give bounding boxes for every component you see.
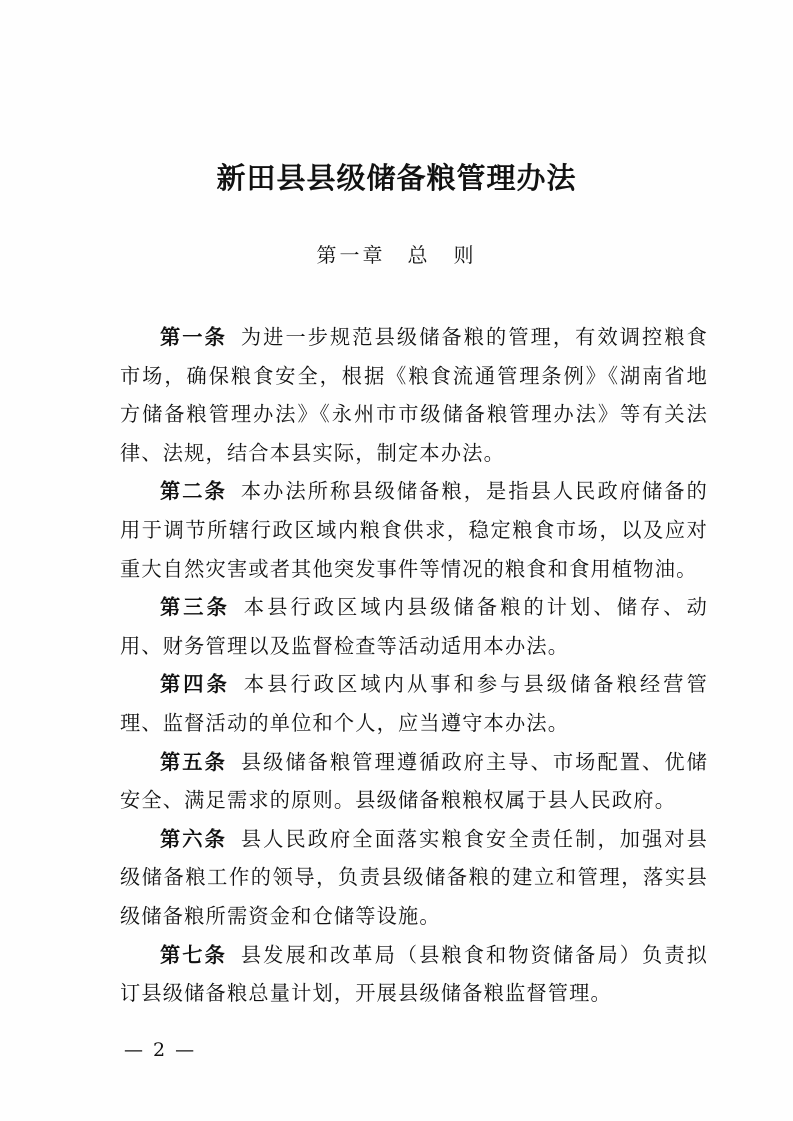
article-label: 第六条 — [160, 826, 227, 851]
article-5 — [120, 743, 708, 820]
chapter-name: 总 则 — [407, 243, 477, 267]
article-text: 县人民政府全面落实粮食安全责任制，加强对县级储备粮工作的领导，负责县级储备粮的建立和管理，落实县级储备粮所需资金和仓储等设施。 — [120, 826, 709, 928]
article-3 — [120, 588, 708, 665]
article-text: 本县行政区域内县级储备粮的计划、储存、动用、财务管理以及监督检查等活动适用本办法。 — [120, 595, 708, 658]
article-text: 本县行政区域内从事和参与县级储备粮经营管理、监督活动的单位和个人，应当遵守本办法。 — [120, 672, 708, 735]
article-list — [120, 318, 708, 1013]
chapter-heading — [0, 240, 793, 270]
article-label: 第三条 — [160, 595, 230, 620]
article-7 — [120, 936, 708, 1013]
article-text: 县级储备粮管理遵循政府主导、市场配置、优储安全、满足需求的原则。县级储备粮粮权属于县人民政府。 — [120, 749, 709, 813]
article-text: 为进一步规范县级储备粮的管理，有效调控粮食市场，确保粮食安全，根据《粮食流通管理条例》《湖南省地方储备粮管理办法》《永州市市级储备粮管理办法》等有关法律、法规，结合本县实际，制定本办法。 — [120, 325, 709, 465]
article-1 — [120, 318, 708, 472]
article-6 — [120, 820, 708, 936]
page-number: — 2 — — [124, 1039, 197, 1061]
article-label: 第七条 — [160, 942, 227, 967]
article-2 — [120, 472, 708, 588]
article-label: 第二条 — [160, 479, 227, 504]
article-label: 第四条 — [160, 672, 230, 697]
article-label: 第一条 — [160, 325, 227, 349]
article-text: 本办法所称县级储备粮，是指县人民政府储备的用于调节所辖行政区域内粮食供求，稳定粮食市场，以及应对重大自然灾害或者其他突发事件等情况的粮食和食用植物油。 — [120, 479, 709, 581]
article-label: 第五条 — [160, 749, 227, 774]
chapter-number: 第一章 — [316, 243, 386, 267]
article-text: 县发展和改革局（县粮食和物资储备局）负责拟订县级储备粮总量计划，开展县级储备粮监督管理。 — [120, 942, 709, 1006]
document-title: 新田县县级储备粮管理办法 — [216, 161, 577, 195]
article-4 — [120, 665, 708, 742]
